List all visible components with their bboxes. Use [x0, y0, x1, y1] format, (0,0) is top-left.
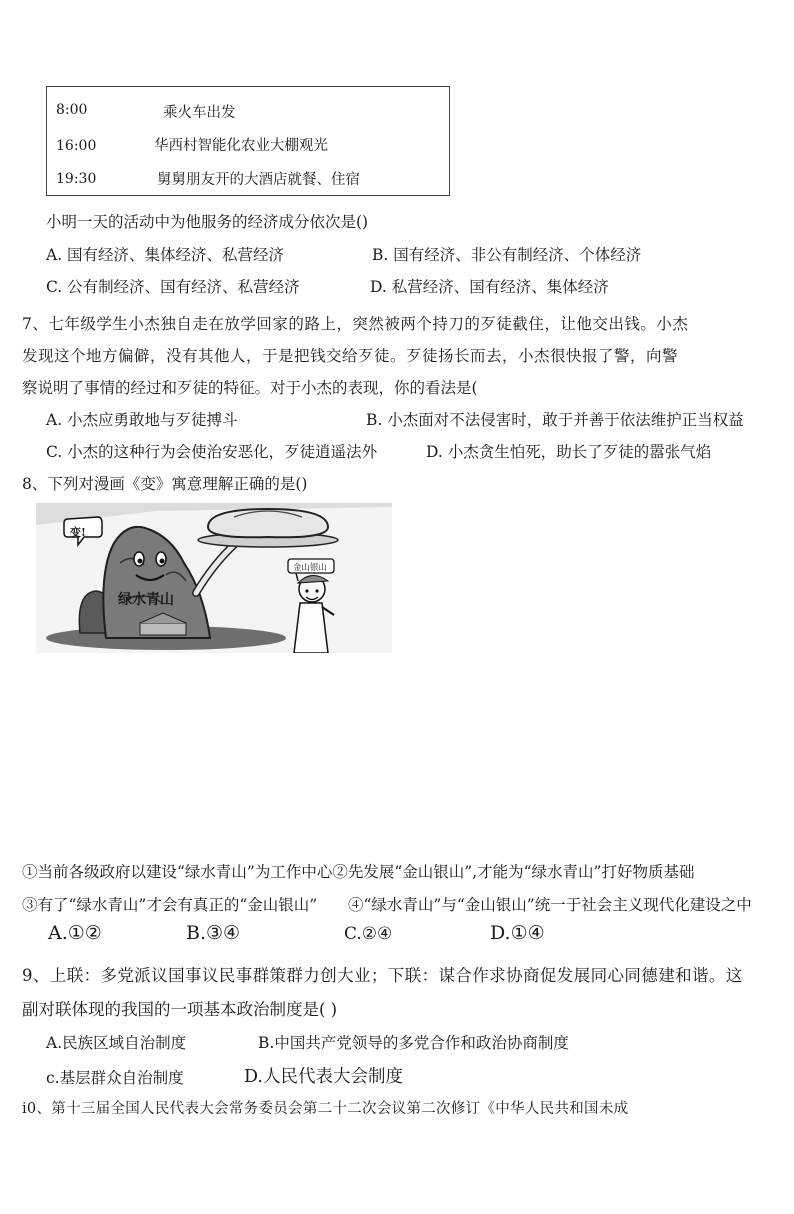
q8-statement: ③有了“绿水青山”才会有真正的“金山银山”	[22, 896, 318, 914]
q7-line: 察说明了事情的经过和歹徒的特征。对于小杰的表现，你的看法是(	[22, 379, 478, 397]
cartoon-image	[36, 503, 392, 653]
q6-option-d: D. 私营经济、国有经济、集体经济	[370, 278, 609, 296]
q7-option-a: A. 小杰应勇敢地与歹徒搏斗	[46, 411, 238, 429]
q9-line: 9、上联：多党派议国事议民事群策群力创大业；下联：谋合作求协商促发展同心同德建和谐。这	[22, 966, 743, 985]
q9-line: 副对联体现的我国的一项基本政治制度是( )	[22, 1000, 338, 1019]
schedule-time: 16:00	[56, 138, 97, 154]
cartoon-speech-text: 变!	[70, 526, 86, 539]
q7-option-d: D. 小杰贪生怕死，助长了歹徒的嚣张气焰	[426, 443, 712, 461]
q8-stem: 8、下列对漫画《变》寓意理解正确的是()	[22, 475, 308, 493]
q9-option-b: B.中国共产党领导的多党合作和政治协商制度	[258, 1034, 569, 1052]
q6-option-b: B. 国有经济、非公有制经济、个体经济	[372, 246, 642, 264]
q6-stem: 小明一天的活动中为他服务的经济成分依次是()	[46, 213, 369, 231]
q8-option-b: B.③④	[186, 922, 241, 944]
cartoon-mountain-label: 绿水青山	[118, 592, 174, 608]
q9-option-d: D.人民代表大会制度	[244, 1067, 403, 1087]
q8-option-c: C.②④	[344, 924, 393, 944]
schedule-time: 8:00	[56, 102, 88, 118]
q9-option-c: c.基层群众自治制度	[46, 1069, 184, 1087]
q7-line: 发现这个地方偏僻，没有其他人，于是把钱交给歹徒。歹徒扬长而去，小杰很快报了警，向警	[22, 347, 679, 365]
q7-option-b: B. 小杰面对不法侵害时，敢于并善于依法维护正当权益	[366, 411, 744, 429]
q8-option-d: D.①④	[490, 922, 545, 944]
q9-option-a: A.民族区域自治制度	[46, 1034, 187, 1052]
schedule-time: 19:30	[56, 171, 97, 187]
q7-option-c: C. 小杰的这种行为会使治安恶化，歹徒逍遥法外	[46, 443, 378, 461]
schedule-activity: 舅舅朋友开的大酒店就餐、住宿	[157, 172, 360, 188]
schedule-box	[46, 86, 450, 196]
q10-line: i0、第十三届全国人民代表大会常务委员会第二十二次会议第二次修订《中华人民共和国未成	[22, 1101, 629, 1117]
q8-statement: ④“绿水青山”与“金山银山”统一于社会主义现代化建设之中	[348, 896, 752, 914]
q6-option-a: A. 国有经济、集体经济、私营经济	[46, 246, 285, 264]
q6-option-c: C. 公有制经济、国有经济、私营经济	[46, 278, 300, 296]
q7-line: 7、七年级学生小杰独自走在放学回家的路上，突然被两个持刀的歹徒截住，让他交出钱。小杰	[22, 315, 689, 333]
q8-statement: ①当前各级政府以建设“绿水青山”为工作中心②先发展“金山银山”,才能为“绿水青山”打好物质基础	[22, 863, 695, 881]
cartoon-sign-text: 金山银山	[293, 563, 328, 573]
schedule-activity: 乘火车出发	[163, 105, 236, 121]
q8-option-a: A.①②	[48, 922, 102, 944]
schedule-activity: 华西村智能化农业大棚观光	[154, 138, 328, 154]
